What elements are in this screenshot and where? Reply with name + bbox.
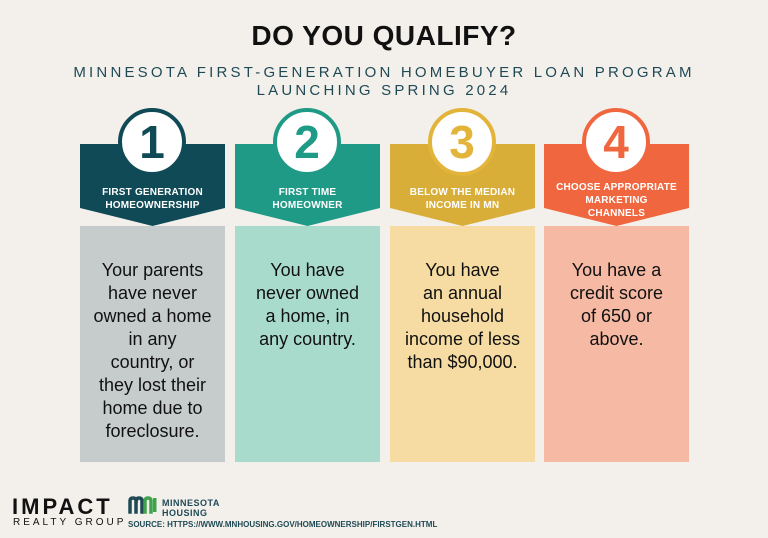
criterion-2-body bbox=[235, 226, 380, 462]
criterion-4-number-badge: 4 bbox=[582, 108, 650, 176]
criterion-3 bbox=[390, 108, 535, 462]
criterion-2-number-badge: 2 bbox=[273, 108, 341, 176]
criterion-3-heading: BELOW THE MEDIAN INCOME IN MN bbox=[409, 187, 516, 211]
program-subtitle bbox=[0, 64, 768, 100]
criterion-1-text: Your parents have never owned a home in any country, or they lost their home due to foreclosure. bbox=[93, 260, 212, 441]
minnesota-housing-logo-text bbox=[162, 498, 220, 518]
criterion-3-text: You have an annual household income of less than $90,000. bbox=[404, 260, 521, 372]
criterion-2 bbox=[235, 108, 380, 462]
impact-logo: IMPACT bbox=[12, 494, 113, 519]
partner-line-2: HOUSING bbox=[162, 508, 208, 518]
criterion-2-text: You have never owned a home, in any country. bbox=[255, 260, 360, 349]
source-citation: SOURCE: HTTPS://WWW.MNHOUSING.GOV/HOMEOWNERSHIP/FIRSTGEN.HTML bbox=[128, 520, 438, 529]
subtitle-line-2: LAUNCHING SPRING 2024 bbox=[256, 82, 512, 99]
criterion-3-body bbox=[390, 226, 535, 462]
minnesota-housing-logo-icon bbox=[128, 496, 158, 514]
criterion-4-body bbox=[544, 226, 689, 462]
criterion-1 bbox=[80, 108, 225, 462]
criterion-4 bbox=[544, 108, 689, 462]
criterion-4-heading: CHOOSE APPROPRIATE MARKETING CHANNELS bbox=[556, 182, 677, 219]
criterion-1-heading: FIRST GENERATION HOMEOWNERSHIP bbox=[102, 187, 203, 211]
criterion-1-number-badge: 1 bbox=[118, 108, 186, 176]
subtitle-line-1: MINNESOTA FIRST-GENERATION HOMEBUYER LOAN PROGRAM bbox=[73, 64, 695, 81]
page-title: DO YOU QUALIFY? bbox=[251, 20, 517, 51]
criterion-3-number-badge: 3 bbox=[428, 108, 496, 176]
criterion-1-body bbox=[80, 226, 225, 462]
criterion-4-text: You have a credit score of 650 or above. bbox=[569, 260, 664, 349]
partner-line-1: MINNESOTA bbox=[162, 498, 220, 508]
criterion-2-heading: FIRST TIME HOMEOWNER bbox=[272, 187, 343, 211]
impact-logo-subtitle: REALTY GROUP bbox=[13, 517, 127, 528]
